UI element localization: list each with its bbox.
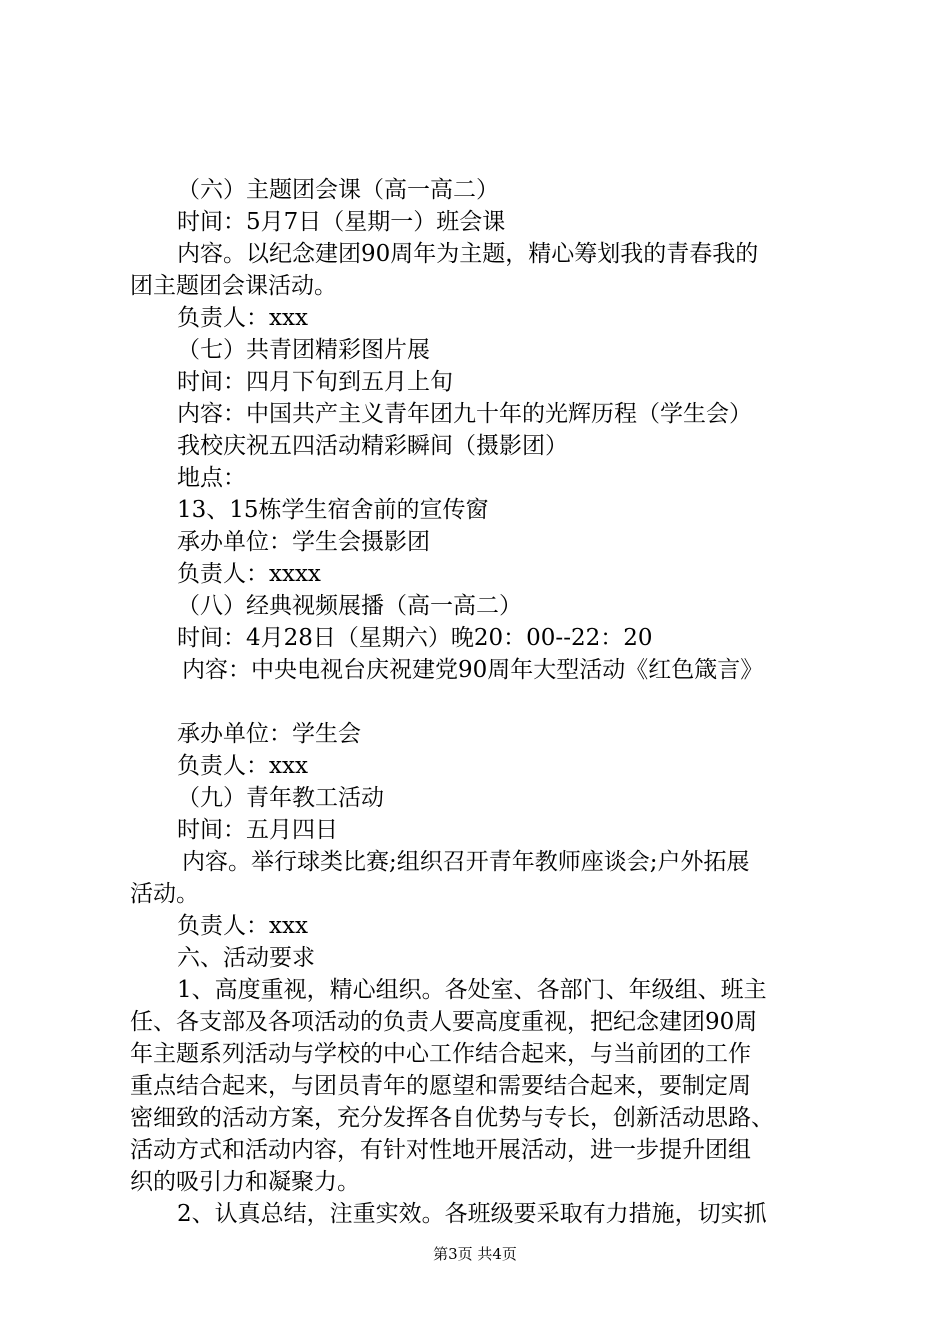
text-line: 1、高度重视，精心组织。各处室、各部门、年级组、班主 [177,977,767,1003]
text-line: 承办单位：学生会 [177,721,361,747]
text-line: 时间：4月28日（星期六）晚20：00--22：20 [177,625,653,651]
text-line: 2、认真总结，注重实效。各班级要采取有力措施，切实抓 [177,1201,767,1227]
text-line: 时间：5月7日（星期一）班会课 [177,209,506,235]
document-body [130,174,830,1230]
section-heading-6: （六）主题团会课（高一高二） [177,177,499,203]
text-line: 年主题系列活动与学校的中心工作结合起来，与当前团的工作 [130,1041,751,1067]
text-line: 负责人：xxx [177,305,308,331]
section-heading-7: （七）共青团精彩图片展 [177,337,430,363]
text-line: 任、各支部及各项活动的负责人要高度重视，把纪念建团90周 [130,1009,758,1035]
text-line: 承办单位：学生会摄影团 [177,529,430,555]
text-line: 密细致的活动方案，充分发挥各自优势与专长，创新活动思路、 [130,1105,774,1131]
text-line: 时间：五月四日 [177,817,338,843]
text-line: 时间：四月下旬到五月上旬 [177,369,453,395]
page-footer: 第3页 共4页 [433,1245,517,1263]
section-heading-requirements: 六、活动要求 [177,945,315,971]
blank-line [130,686,830,718]
text-line: 我校庆祝五四活动精彩瞬间（摄影团） [177,433,568,459]
text-line: 活动方式和活动内容，有针对性地开展活动，进一步提升团组 [130,1137,751,1163]
text-line: 活动。 [130,881,199,907]
text-line: 13、15栋学生宿舍前的宣传窗 [177,497,489,523]
text-line: 织的吸引力和凝聚力。 [130,1169,360,1195]
text-line: 内容：中央电视台庆祝建党90周年大型活动《红色箴言》 [182,657,764,683]
text-line: 内容。举行球类比赛;组织召开青年教师座谈会;户外拓展 [182,849,750,875]
text-line: 重点结合起来，与团员青年的愿望和需要结合起来，要制定周 [130,1073,751,1099]
text-line: 负责人：xxxx [177,561,321,587]
text-line: 内容。以纪念建团90周年为主题，精心筹划我的青春我的 [177,241,759,267]
text-line: 团主题团会课活动。 [130,273,337,299]
section-heading-9: （九）青年教工活动 [177,785,384,811]
text-line: 负责人：xxx [177,913,308,939]
text-line: 内容：中国共产主义青年团九十年的光辉历程（学生会） [177,401,752,427]
section-heading-8: （八）经典视频展播（高一高二） [177,593,522,619]
text-line: 地点： [177,465,246,491]
text-line: 负责人：xxx [177,753,308,779]
